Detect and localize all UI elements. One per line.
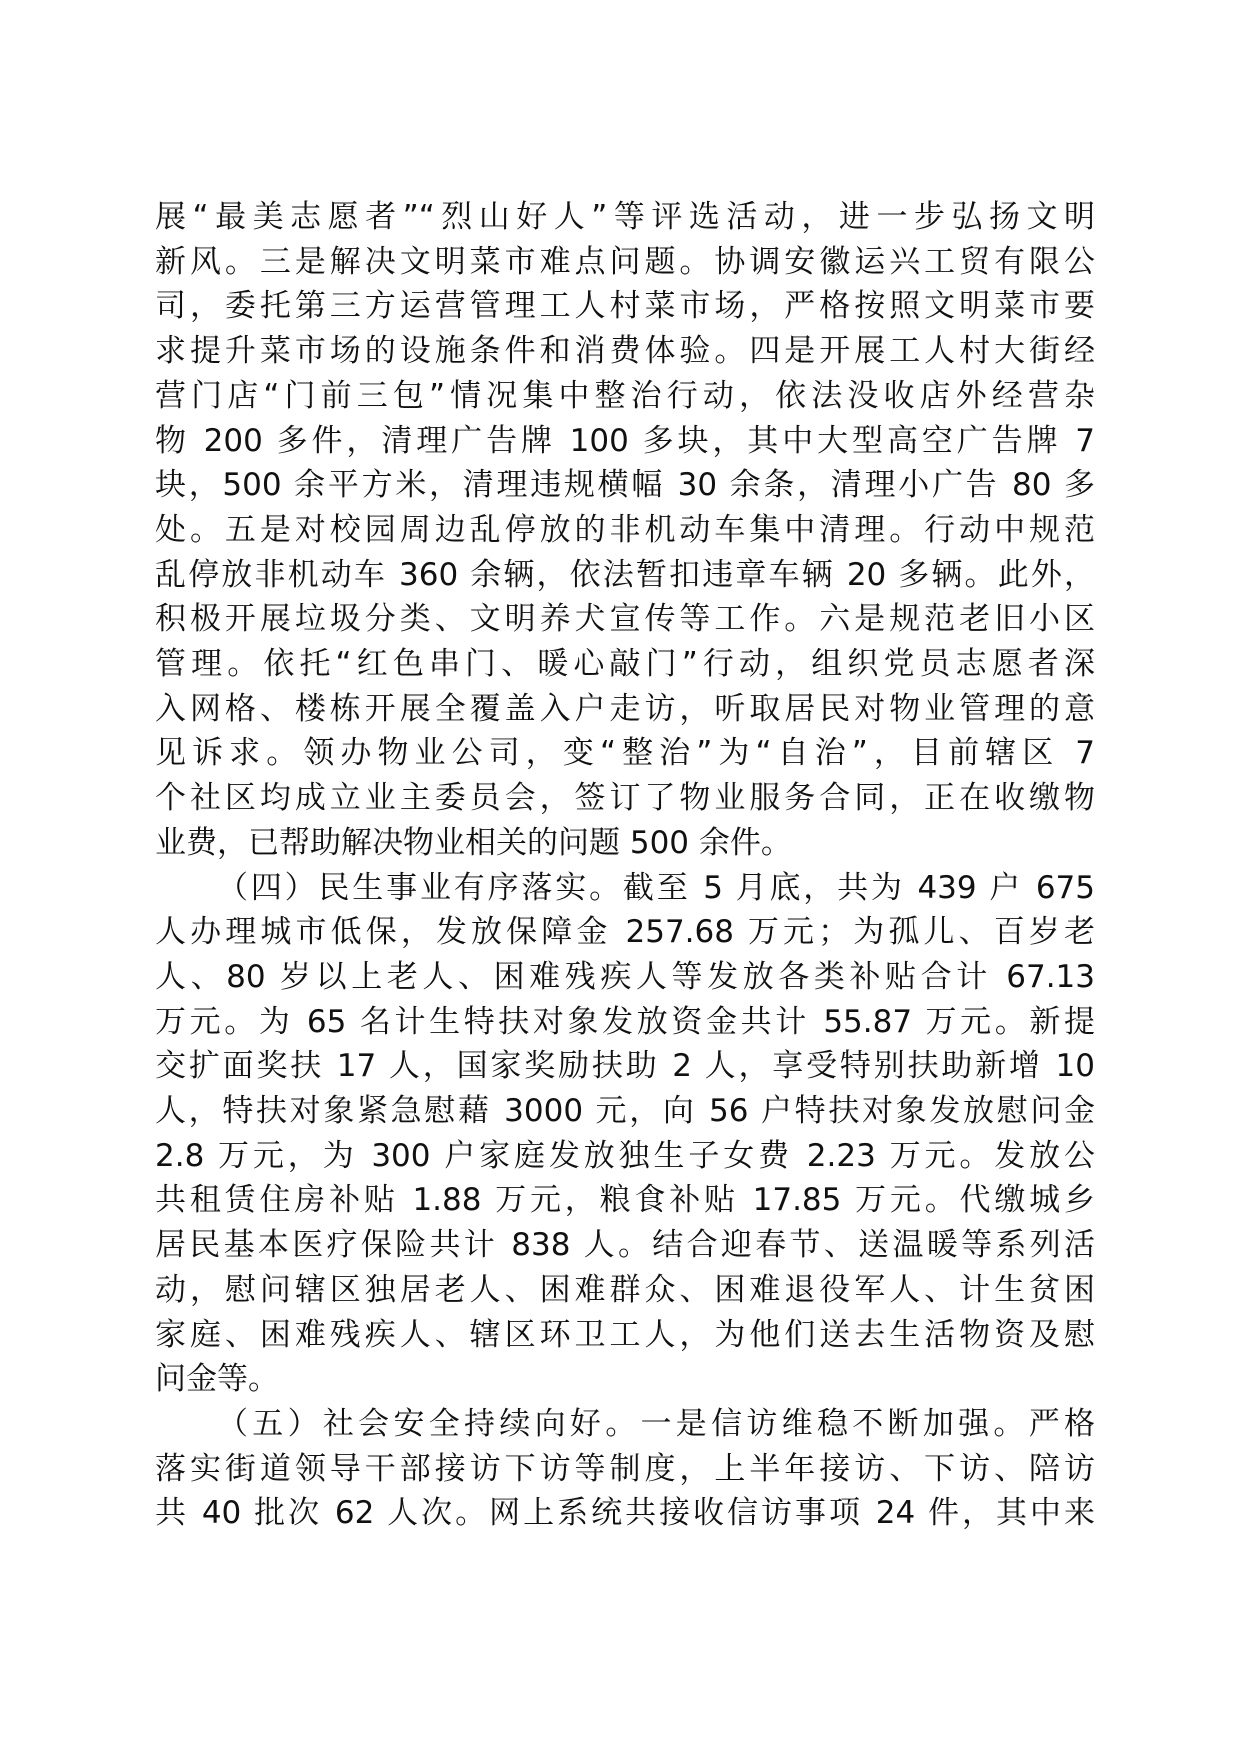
text-line: 交扩面奖扶 17 人，国家奖励扶助 2 人，享受特别扶助新增 10 (155, 1048, 1095, 1085)
text-line: （四）民生事业有序落实。截至 5 月底，共为 439 户 675 (217, 869, 1095, 906)
text-line: 人办理城市低保，发放保障金 257.68 万元；为孤儿、百岁老 (155, 914, 1095, 951)
text-line: 家庭、困难残疾人、辖区环卫工人，为他们送去生活物资及慰 (155, 1316, 1095, 1353)
text-line: 人，特扶对象紧急慰藉 3000 元，向 56 户特扶对象发放慰问金 (155, 1093, 1095, 1130)
text-line: 物 200 多件，清理广告牌 100 多块，其中大型高空广告牌 7 (155, 422, 1095, 459)
text-line: 居民基本医疗保险共计 838 人。结合迎春节、送温暖等系列活 (155, 1227, 1095, 1264)
text-line: 营门店“门前三包”情况集中整治行动，依法没收店外经营杂 (155, 377, 1095, 414)
text-line: 入网格、楼栋开展全覆盖入户走访，听取居民对物业管理的意 (155, 690, 1095, 727)
text-line: 司，委托第三方运营管理工人村菜市场，严格按照文明菜市要 (155, 288, 1095, 325)
text-line: 共租赁住房补贴 1.88 万元，粮食补贴 17.85 万元。代缴城乡 (155, 1182, 1095, 1219)
text-line: 新风。三是解决文明菜市难点问题。协调安徽运兴工贸有限公 (155, 243, 1095, 280)
text-line: 业费，已帮助解决物业相关的问题 500 余件。 (155, 824, 792, 861)
text-line: 人、80 岁以上老人、困难残疾人等发放各类补贴合计 67.13 (155, 958, 1095, 995)
text-line: 动，慰问辖区独居老人、困难群众、困难退役军人、计生贫困 (155, 1271, 1095, 1308)
text-line: 个社区均成立业主委员会，签订了物业服务合同，正在收缴物 (155, 780, 1095, 817)
text-line: （五）社会安全持续向好。一是信访维稳不断加强。严格 (217, 1405, 1095, 1442)
text-line: 万元。为 65 名计生特扶对象发放资金共计 55.87 万元。新提 (155, 1003, 1095, 1040)
text-line: 乱停放非机动车 360 余辆，依法暂扣违章车辆 20 多辆。此外， (155, 556, 1095, 593)
text-line: 块，500 余平方米，清理违规横幅 30 余条，清理小广告 80 多 (155, 467, 1095, 504)
text-line: 落实街道领导干部接访下访等制度，上半年接访、下访、陪访 (155, 1450, 1095, 1487)
text-line: 管理。依托“红色串门、暖心敲门”行动，组织党员志愿者深 (155, 646, 1095, 683)
text-line: 展“最美志愿者”“烈山好人”等评选活动，进一步弘扬文明 (155, 199, 1095, 235)
body-text (155, 195, 1095, 1536)
text-line: 2.8 万元，为 300 户家庭发放独生子女费 2.23 万元。发放公 (155, 1137, 1095, 1174)
text-line: 积极开展垃圾分类、文明养犬宣传等工作。六是规范老旧小区 (155, 601, 1095, 638)
text-line: 见诉求。领办物业公司，变“整治”为“自治”，目前辖区 7 (155, 735, 1095, 772)
text-line: 处。五是对校园周边乱停放的非机动车集中清理。行动中规范 (155, 511, 1095, 548)
text-line: 求提升菜市场的设施条件和消费体验。四是开展工人村大街经 (155, 333, 1095, 370)
text-line: 问金等。 (155, 1361, 279, 1398)
text-line: 共 40 批次 62 人次。网上系统共接收信访事项 24 件，其中来 (155, 1495, 1095, 1532)
